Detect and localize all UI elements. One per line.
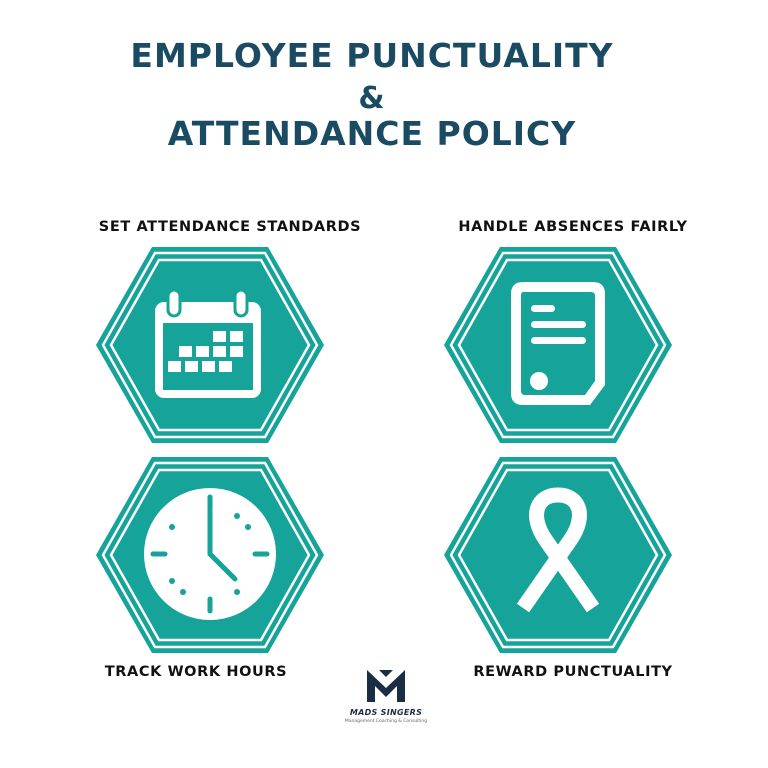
- hexagon-set-attendance-standards: [95, 245, 325, 445]
- label-set-attendance-standards: SET ATTENDANCE STANDARDS: [98, 219, 362, 235]
- document-icon: [511, 282, 605, 405]
- title-line-2: ATTENDANCE POLICY: [167, 114, 577, 153]
- logo-tagline: Management Coaching & Consulting: [344, 719, 428, 724]
- logo-mark-icon: [363, 668, 409, 704]
- logo-name: MADS SINGERS: [349, 708, 423, 717]
- clock-icon: [144, 488, 276, 620]
- hexagon-track-work-hours: [95, 455, 325, 655]
- title-ampersand: &: [358, 81, 386, 116]
- title-line-1: EMPLOYEE PUNCTUALITY: [130, 36, 614, 75]
- calendar-icon: [155, 290, 261, 398]
- company-logo: [339, 668, 433, 724]
- hexagon-reward-punctuality: [443, 455, 673, 655]
- label-reward-punctuality: REWARD PUNCTUALITY: [473, 664, 673, 680]
- label-handle-absences-fairly: HANDLE ABSENCES FAIRLY: [458, 219, 688, 235]
- label-track-work-hours: TRACK WORK HOURS: [104, 664, 288, 680]
- hexagon-handle-absences-fairly: [443, 245, 673, 445]
